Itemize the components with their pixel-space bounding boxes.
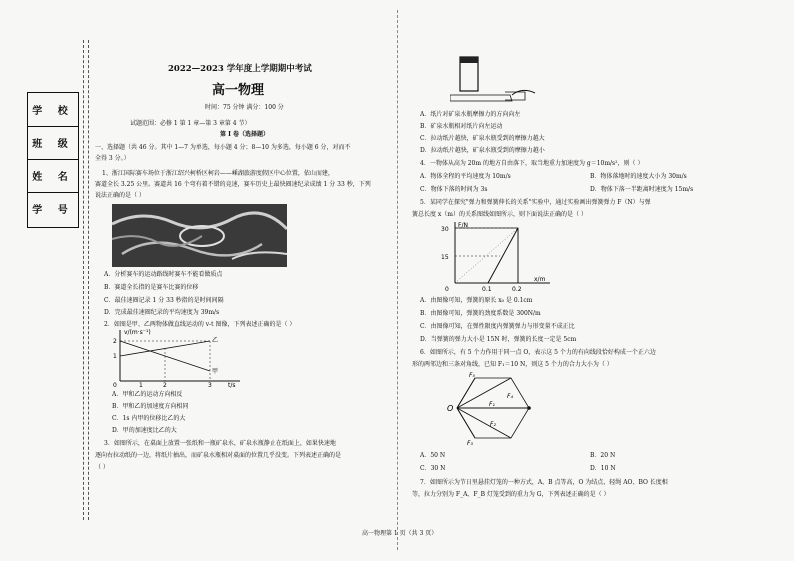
q5-line-2: 簧总长度 x（m）的关系图线如图所示，则下面说法正确的是（ ）: [412, 211, 587, 218]
q2-option-d: D．甲的加速度比乙的大: [112, 427, 177, 434]
q1-line-3: 说法正确的是（ ）: [95, 192, 145, 199]
vt-origin: 0: [113, 382, 117, 388]
intro-line-2: 全得 3 分。）: [95, 155, 130, 162]
hex-f4-label: F₄: [507, 393, 513, 400]
q2-stem: 2．如图是甲、乙两物体做直线运动的 v-t 图像，下列表述正确的是（ ）: [104, 321, 296, 328]
q6-line-2: 形的两邻边和三条对角线，已知 F₁＝10 N，则这 5 个力的合力大小为（ ）: [412, 361, 613, 368]
vt-xlabel: t/s: [228, 382, 236, 388]
school-label: 学 校: [28, 93, 78, 127]
vt-x-tick-2: 2: [163, 382, 167, 388]
bottle-figure: [450, 55, 540, 110]
q6-line-1: 6．如图所示，有 5 个力作用于同一点 O，表示这 5 个力的有向线段恰好构成一个正六边: [420, 349, 656, 356]
q7-line-1: 7．如图所示为节日里悬挂灯笼的一种方式，A、B 点等高，O 为结点，轻绳 AO、BO 长度相: [420, 479, 668, 486]
q1-option-c: C．最佳速圈记录 1 分 33 秒指的是时间间隔: [104, 297, 224, 304]
q3-option-c: C．拉动纸片越快，矿泉水瓶受到的摩擦力越大: [420, 135, 545, 142]
column-divider: [397, 10, 398, 550]
hex-f5-label: F₅: [469, 372, 475, 379]
vt-label-jia: 甲: [212, 368, 219, 375]
fx-x-tick-02: 0.2: [512, 286, 522, 293]
q5-option-d: D．当弹簧的弹力大小是 15N 时，弹簧的长度一定是 5cm: [420, 336, 577, 343]
name-label: 姓 名: [28, 159, 78, 193]
binding-line: [83, 40, 84, 520]
q6-option-a: A．50 N: [420, 452, 446, 459]
exam-title: 2022—2023 学年度上学期期中考试: [168, 64, 312, 74]
q4-option-b: B．物体落地时的速度大小为 30m/s: [590, 173, 687, 180]
subject-title: 高一物理: [212, 83, 265, 98]
page-footer: 高一物理第 1 页（共 3 页）: [362, 530, 438, 537]
hex-origin-label: O: [447, 404, 454, 413]
q4-option-a: A．物体全程的平均速度为 10m/s: [420, 173, 511, 180]
q2-option-a: A．甲和乙的运动方向相反: [112, 391, 183, 398]
vt-ylabel: v/(m·s⁻¹): [124, 329, 151, 336]
hex-f3-label: F₃: [467, 440, 473, 447]
q5-option-a: A．由图像可知，弹簧的原长 x₀ 是 0.1cm: [420, 297, 533, 304]
q4-stem: 4．一物体从高为 20m 的地方自由落下，取当地重力加速度为 g＝10m/s²，则（ ）: [420, 160, 644, 167]
q4-option-d: D．物体下落一半距离时速度为 15m/s: [590, 186, 694, 193]
q1-option-b: B．赛道全长指的是赛车比赛的位移: [104, 284, 199, 291]
q3-option-d: D．拉动纸片越快，矿泉水瓶受到的摩擦力越小: [420, 147, 545, 154]
force-length-graph: [440, 218, 560, 294]
q3-line-3: （ ）: [95, 464, 109, 471]
student-id-label: 学 号: [32, 205, 74, 216]
q5-option-b: B．由图像可知，弹簧的劲度系数是 300N/m: [420, 310, 541, 317]
hex-f1-label: F₁: [489, 401, 495, 408]
vt-tick-1: 1: [113, 353, 117, 360]
fx-tick-15: 15: [441, 254, 449, 261]
exam-scope: 试题范围：必修 1 第 1 章—第 3 章第 4 节）: [130, 120, 251, 127]
vt-x-tick-1: 1: [139, 382, 143, 388]
q3-option-a: A．纸片对矿泉水瓶摩擦力的方向向左: [420, 111, 521, 118]
vt-label-yi: 乙: [212, 337, 219, 344]
q2-option-c: C．1s 内甲的位移比乙的大: [112, 415, 186, 422]
hexagon-force-diagram: [445, 368, 555, 448]
fx-origin: 0: [445, 286, 449, 293]
race-track-photo: [112, 204, 287, 267]
fx-x-tick-01: 0.1: [482, 286, 492, 293]
student-info-box: [27, 92, 79, 228]
q5-option-c: C．由图像可知，在弹性限度内弹簧弹力与形变量不成正比: [420, 323, 575, 330]
section-title: 第 I 卷（选择题）: [220, 131, 269, 138]
binding-line-2: [88, 40, 89, 520]
q6-option-c: C．30 N: [420, 465, 446, 472]
fx-tick-30: 30: [441, 226, 449, 233]
time-score: 时间：75 分钟 满分：100 分: [205, 104, 284, 111]
vt-graph: [110, 326, 250, 388]
q2-option-b: B．甲和乙的加速度方向相同: [112, 403, 189, 410]
fx-xlabel: x/m: [534, 276, 546, 283]
q1-line-2: 赛道全长 3.25 公里。赛道共 16 个弯有着不错的竞速，赛车历史上最快圈速纪录成绩 1 分 33 秒，下列: [95, 181, 371, 188]
fx-ylabel: F/N: [458, 222, 468, 229]
q3-line-1: 3．如图所示，在桌面上放置一张纸和一瓶矿泉水，矿泉水瓶静止在纸面上，如果快速地: [104, 440, 336, 447]
q6-option-d: D．10 N: [590, 465, 616, 472]
intro-line-1: 一、选择题（共 46 分。其中 1—7 为单选，每小题 4 分；8—10 为多选，每小题 6 分，对而不: [95, 144, 351, 151]
q6-option-b: B．20 N: [590, 452, 616, 459]
q4-option-c: C．物体下落的时间为 3s: [420, 186, 488, 193]
q7-line-2: 等，拉力分别为 F_A、F_B 灯笼受到的重力为 G，下列表述正确的是（ ）: [412, 491, 610, 498]
q3-option-b: B．矿泉水瓶相对纸片向左运动: [420, 123, 503, 130]
q5-line-1: 5．某同学在探究"弹力和弹簧伸长的关系"实验中，通过实验画出弹簧弹力 F（N）与弹: [420, 199, 651, 206]
q1-option-d: D．完成最佳速圈纪录的平均速度为 39m/s: [104, 309, 220, 316]
hex-f2-label: F₂: [490, 421, 496, 428]
vt-x-tick-3: 3: [208, 382, 212, 388]
vt-tick-2: 2: [113, 338, 117, 345]
q1-option-a: A．分析赛车的运动路线时赛车不能看做质点: [104, 271, 223, 278]
class-label: 班 级: [28, 126, 78, 160]
q3-line-2: 逐向右拉动纸的一边，将纸片抽出，而矿泉水瓶相对桌面的位置几乎没变。下列表述正确的是: [95, 452, 342, 459]
q1-line-1: 1、浙江国际赛车场位于浙江绍兴柯桥区柯岩——嵊湖旅游度假区中心位置，依山而建，: [102, 170, 334, 177]
